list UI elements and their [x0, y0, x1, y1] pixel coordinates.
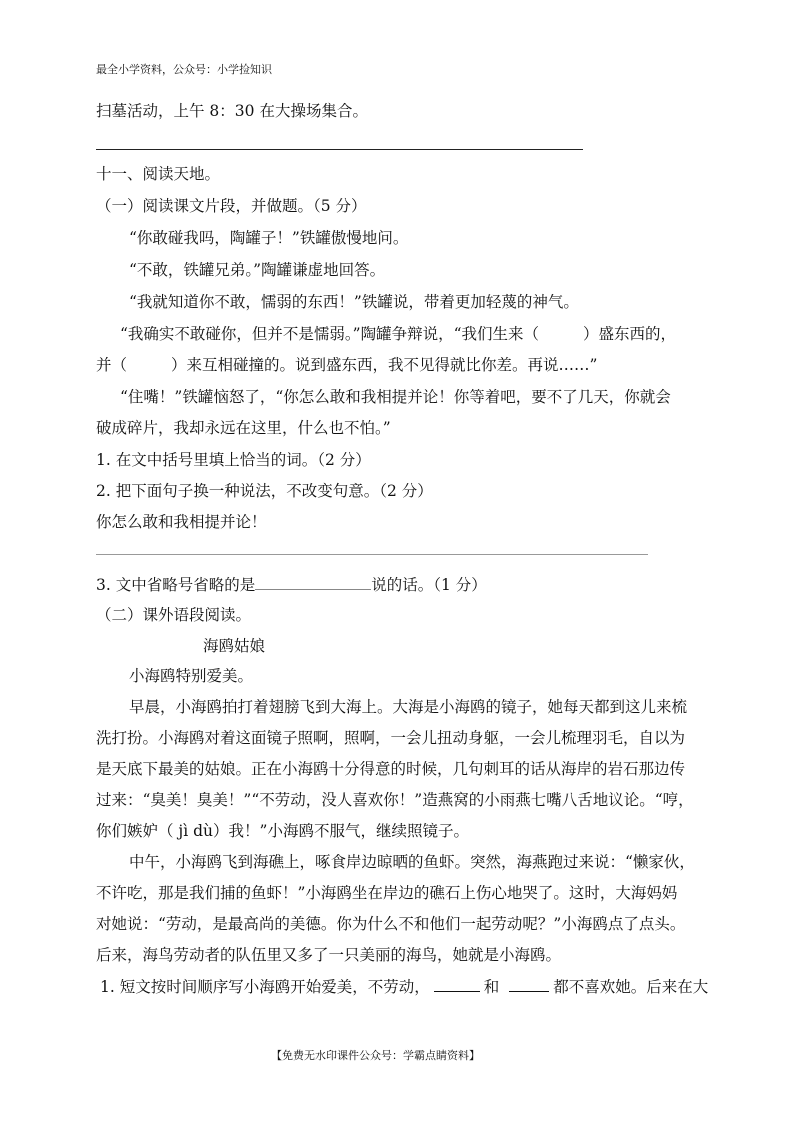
text-line: “住嘴！”铁罐恼怒了，“你怎么敢和我相提并论！你等着吧，要不了几天，你就会 [120, 388, 671, 406]
text-line: “不敢，铁罐兄弟。”陶罐谦虚地回答。 [129, 261, 386, 279]
subsection-heading: （二）课外语段阅读。 [96, 606, 252, 624]
text-line: 对她说：“劳动，是最高尚的美德。你为什么不和他们一起劳动呢？”小海鸥点了点头。 [96, 915, 686, 933]
answer-rule [96, 149, 583, 150]
footer-promo: 【免费无水印课件公众号：学霸点睛资料】 [271, 1049, 480, 1062]
text-line: 扫墓活动，上午 8：30 在大操场集合。 [96, 102, 368, 120]
text-line: 不许吃，那是我们捕的鱼虾！”小海鸥坐在岸边的礁石上伤心地哭了。这时，大海妈妈 [96, 884, 678, 902]
text-line: 早晨，小海鸥拍打着翅膀飞到大海上。大海是小海鸥的镜子，她每天都到这儿来梳 [129, 698, 688, 716]
question-line [96, 574, 487, 595]
text-line: “你敢碰我吗，陶罐子！”铁罐傲慢地问。 [129, 229, 409, 247]
text-segment: ）盛东西的， [583, 325, 677, 343]
question-line [100, 976, 708, 997]
question-line: 2. 把下面句子换一种说法，不改变句意。（2 分） [96, 482, 433, 500]
text-line: 你怎么敢和我相提并论！ [96, 513, 267, 531]
answer-blank [434, 976, 480, 992]
subsection-heading: （一）阅读课文片段，并做题。（5 分） [96, 197, 367, 215]
text-segment: 和 [483, 978, 500, 996]
text-segment: 1. 短文按时间顺序写小海鸥开始爱美，不劳动， [100, 978, 430, 996]
section-heading: 十一、阅读天地。 [96, 165, 221, 183]
text-line: 小海鸥特别爱美。 [129, 667, 254, 685]
answer-blank [255, 574, 371, 590]
text-segment: 并（ [96, 356, 128, 374]
question-line: 1. 在文中括号里填上恰当的词。（2 分） [96, 451, 371, 469]
text-line: 过来：“臭美！臭美！”“不劳动，没人喜欢你！”造燕窝的小雨燕七嘴八舌地议论。“哼， [96, 791, 694, 809]
text-line: “我就知道你不敢，懦弱的东西！”铁罐说，带着更加轻蔑的神气。 [129, 293, 579, 311]
text-segment: 都不喜欢她。后来在大 [553, 978, 709, 996]
text-segment: 说的话。（1 分） [371, 576, 487, 594]
text-line: 破成碎片，我却永远在这里，什么也不怕。” [96, 419, 391, 437]
text-line [96, 355, 597, 375]
text-segment: “我确实不敢碰你，但并不是懦弱。”陶罐争辩说，“我们生来（ [120, 325, 540, 343]
text-line: 是天底下最美的姑娘。正在小海鸥十分得意的时候，几句刺耳的话从海岸的岩石那边传 [96, 760, 686, 778]
text-line [120, 324, 676, 344]
text-line: 中午，小海鸥飞到海礁上，啄食岸边晾晒的鱼虾。突然，海燕跑过来说：“懒家伙， [129, 853, 695, 871]
text-segment: 3. 文中省略号省略的是 [96, 576, 256, 594]
text-line: 你们嫉妒（ jì dù）我！”小海鸥不服气，继续照镜子。 [96, 822, 469, 840]
passage-title: 海鸥姑娘 [203, 637, 266, 655]
text-line: 洗打扮。小海鸥对着这面镜子照啊，照啊，一会儿扭动身躯，一会儿梳理羽毛，自以为 [96, 729, 686, 747]
answer-blank [509, 976, 549, 992]
text-line: 后来，海鸟劳动者的队伍里又多了一只美丽的海鸟，她就是小海鸥。 [96, 946, 562, 964]
header-source-note: 最全小学资料，公众号：小学捡知识 [96, 63, 272, 76]
answer-rule [96, 554, 648, 555]
text-segment: ）来互相碰撞的。说到盛东西，我不见得就比你差。再说……” [171, 356, 598, 374]
